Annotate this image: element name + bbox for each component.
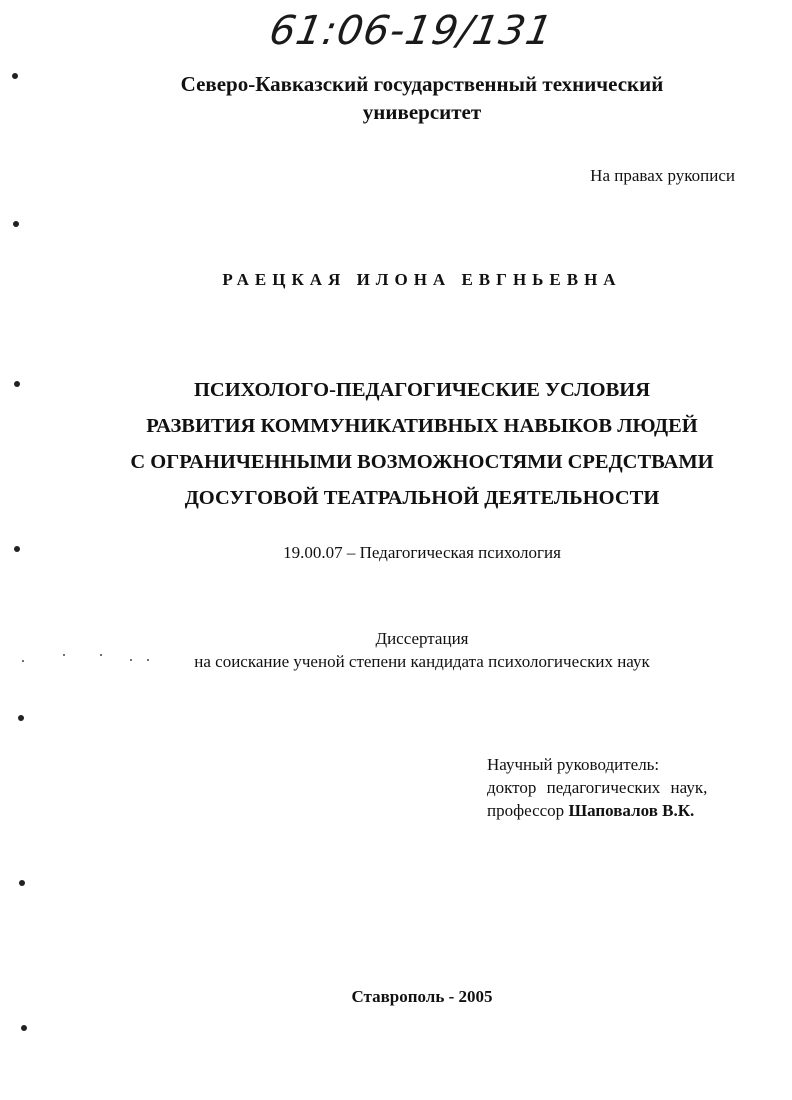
dissertation-label: Диссертация	[375, 629, 469, 648]
binding-hole-mark	[19, 880, 25, 886]
university-line-1: Северо-Кавказский государственный технический	[180, 72, 664, 96]
binding-hole-mark	[18, 715, 24, 721]
supervisor-title: профессор	[487, 801, 569, 820]
specialty-code: 19.00.07 – Педагогическая психология	[283, 543, 561, 562]
city-and-year: Ставрополь - 2005	[351, 987, 493, 1006]
supervisor-block	[487, 753, 707, 822]
supervisor-degree: доктор педагогических наук,	[487, 778, 708, 797]
title-line-1: ПСИХОЛОГО-ПЕДАГОГИЧЕСКИЕ УСЛОВИЯ	[193, 379, 650, 401]
university-line-2: университет	[362, 100, 482, 124]
author-name: РАЕЦКАЯ ИЛОНА ЕВГНЬЕВНА	[222, 270, 622, 289]
supervisor-name-line	[487, 799, 707, 822]
degree-sought: на соискание ученой степени кандидата психологических наук	[194, 652, 650, 671]
dissertation-title	[0, 372, 792, 516]
title-line-3: С ОГРАНИЧЕННЫМИ ВОЗМОЖНОСТЯМИ СРЕДСТВАМИ	[130, 451, 714, 473]
supervisor-name: Шаповалов В.К.	[568, 801, 695, 820]
dissertation-description	[0, 627, 792, 673]
handwritten-archive-number: 61:06-19/131	[265, 8, 557, 54]
binding-hole-mark	[13, 221, 19, 227]
manuscript-rights-label: На правах рукописи	[590, 166, 735, 185]
title-line-2: РАЗВИТИЯ КОММУНИКАТИВНЫХ НАВЫКОВ ЛЮДЕЙ	[146, 415, 698, 437]
supervisor-label: Научный руководитель:	[487, 755, 660, 774]
binding-hole-mark	[21, 1025, 27, 1031]
title-line-4: ДОСУГОВОЙ ТЕАТРАЛЬНОЙ ДЕЯТЕЛЬНОСТИ	[184, 487, 660, 509]
university-name	[0, 70, 792, 126]
